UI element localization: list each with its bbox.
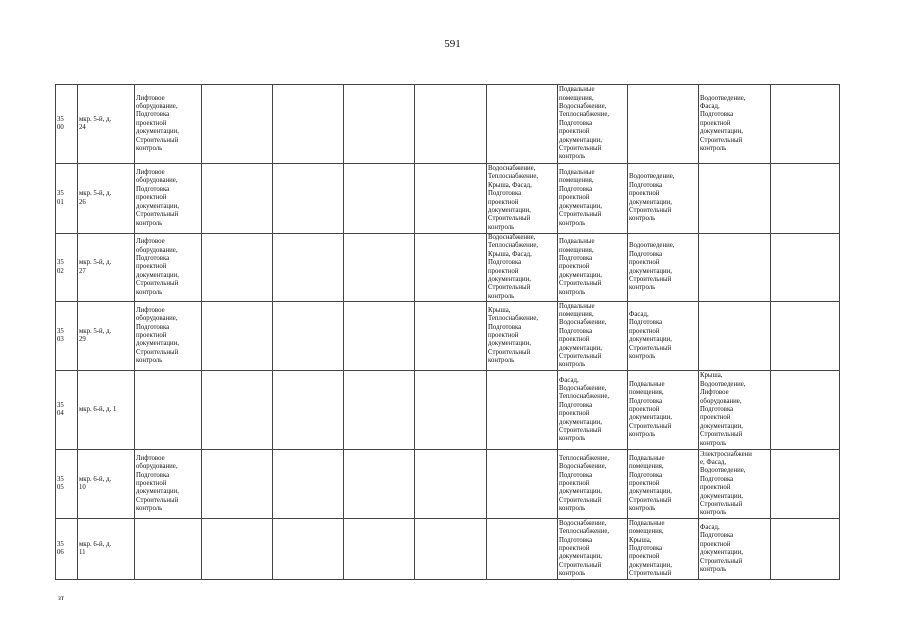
work-cell	[487, 519, 558, 580]
work-cell: Фасад, Водоснабжение, Теплоснабжение, Подготовка проектной документации, Строительный контроль	[558, 371, 628, 450]
row-number: 35 05	[56, 450, 78, 519]
empty-cell	[273, 302, 344, 371]
empty-cell	[202, 234, 273, 302]
empty-cell	[273, 85, 344, 164]
work-cell: Лифтовое оборудование, Подготовка проектной документации, Строительный контроль	[135, 302, 202, 371]
row-number: 35 01	[56, 164, 78, 234]
empty-cell	[771, 302, 840, 371]
work-cell: Подвальные помещения, Подготовка проектной документации, Строительный контроль	[558, 234, 628, 302]
empty-cell	[344, 234, 415, 302]
address-cell: мкр. 6-й, д. 11	[78, 519, 135, 580]
work-cell: Крыша, Водоотведение, Лифтовое оборудование, Подготовка проектной документации, Строительный контроль	[699, 371, 771, 450]
work-cell	[135, 519, 202, 580]
table-row	[56, 519, 840, 580]
empty-cell	[273, 450, 344, 519]
work-cell: Подвальные помещения, Водоснабжение, Теплоснабжение, Подготовка проектной документации, Строительный контроль	[558, 85, 628, 164]
empty-cell	[344, 85, 415, 164]
empty-cell	[344, 371, 415, 450]
empty-cell	[415, 164, 487, 234]
work-cell: Подвальные помещения, Крыша, Подготовка проектной документации, Строительный	[628, 519, 699, 580]
row-number: 35 02	[56, 234, 78, 302]
row-number: 35 06	[56, 519, 78, 580]
empty-cell	[415, 519, 487, 580]
table-row	[56, 234, 840, 302]
empty-cell	[344, 519, 415, 580]
empty-cell	[202, 85, 273, 164]
row-number: 35 03	[56, 302, 78, 371]
address-cell: мкр. 5-й, д. 24	[78, 85, 135, 164]
work-cell	[487, 371, 558, 450]
table-row	[56, 85, 840, 164]
work-cell: Электроснабжени е, Фасад, Водоотведение, Подготовка проектной документации, Строительный контроль	[699, 450, 771, 519]
table-row	[56, 302, 840, 371]
work-cell: Водоснабжение, Теплоснабжение, Крыша, Фасад, Подготовка проектной документации, Строительный контроль	[487, 234, 558, 302]
empty-cell	[344, 164, 415, 234]
empty-cell	[273, 371, 344, 450]
work-cell	[699, 234, 771, 302]
empty-cell	[202, 519, 273, 580]
empty-cell	[344, 450, 415, 519]
empty-cell	[771, 371, 840, 450]
address-cell: мкр. 5-й, д. 29	[78, 302, 135, 371]
table-row	[56, 450, 840, 519]
table-row	[56, 371, 840, 450]
work-cell: Лифтовое оборудование, Подготовка проектной документации, Строительный контроль	[135, 85, 202, 164]
work-cell: Подвальные помещения, Подготовка проектной документации, Строительный контроль	[558, 164, 628, 234]
empty-cell	[273, 164, 344, 234]
work-cell	[487, 85, 558, 164]
work-cell: Подвальные помещения, Подготовка проектной документации, Строительный контроль	[628, 450, 699, 519]
empty-cell	[415, 85, 487, 164]
work-cell: Крыша, Теплоснабжение, Подготовка проектной документации, Строительный контроль	[487, 302, 558, 371]
empty-cell	[415, 302, 487, 371]
work-cell: Водоотведение, Подготовка проектной документации, Строительный контроль	[628, 164, 699, 234]
work-cell: Лифтовое оборудование, Подготовка проектной документации, Строительный контроль	[135, 164, 202, 234]
empty-cell	[273, 519, 344, 580]
empty-cell	[202, 164, 273, 234]
empty-cell	[771, 234, 840, 302]
address-cell: мкр. 5-й, д. 27	[78, 234, 135, 302]
row-number: 35 00	[56, 85, 78, 164]
work-cell: Водоснабжение, Теплоснабжение, Крыша, Фасад, Подготовка проектной документации, Строительный контроль	[487, 164, 558, 234]
empty-cell	[415, 234, 487, 302]
work-cell: Фасад, Подготовка проектной документации, Строительный контроль	[628, 302, 699, 371]
work-cell: Лифтовое оборудование, Подготовка проектной документации, Строительный контроль	[135, 234, 202, 302]
row-number: 35 04	[56, 371, 78, 450]
address-cell: мкр. 5-й, д. 26	[78, 164, 135, 234]
address-cell: мкр. 6-й, д. 10	[78, 450, 135, 519]
empty-cell	[415, 450, 487, 519]
empty-cell	[415, 371, 487, 450]
empty-cell	[202, 371, 273, 450]
page-number: 591	[444, 38, 461, 50]
work-cell: Водоснабжение, Теплоснабжение, Подготовка проектной документации, Строительный контроль	[558, 519, 628, 580]
empty-cell	[771, 164, 840, 234]
work-cell: Лифтовое оборудование, Подготовка проектной документации, Строительный контроль	[135, 450, 202, 519]
footer-mark: зт	[58, 594, 64, 602]
work-cell	[135, 371, 202, 450]
work-cell: Подвальные помещения, Водоснабжение, Подготовка проектной документации, Строительный контроль	[558, 302, 628, 371]
empty-cell	[202, 302, 273, 371]
work-cell: Водоотведение, Фасад, Подготовка проектной документации, Строительный контроль	[699, 85, 771, 164]
work-cell: Водоотведение, Подготовка проектной документации, Строительный контроль	[628, 234, 699, 302]
work-cell: Подвальные помещения, Подготовка проектной документации, Строительный контроль	[628, 371, 699, 450]
address-cell: мкр. 6-й, д. 1	[78, 371, 135, 450]
work-cell	[699, 164, 771, 234]
work-cell	[699, 302, 771, 371]
work-cell	[487, 450, 558, 519]
work-cell	[628, 85, 699, 164]
empty-cell	[771, 450, 840, 519]
work-cell: Теплоснабжение, Водоснабжение, Подготовка проектной документации, Строительный контроль	[558, 450, 628, 519]
empty-cell	[273, 234, 344, 302]
work-cell: Фасад, Подготовка проектной документации, Строительный контроль	[699, 519, 771, 580]
empty-cell	[771, 85, 840, 164]
empty-cell	[344, 302, 415, 371]
table-row	[56, 164, 840, 234]
empty-cell	[771, 519, 840, 580]
repair-schedule-table	[55, 84, 840, 580]
empty-cell	[202, 450, 273, 519]
